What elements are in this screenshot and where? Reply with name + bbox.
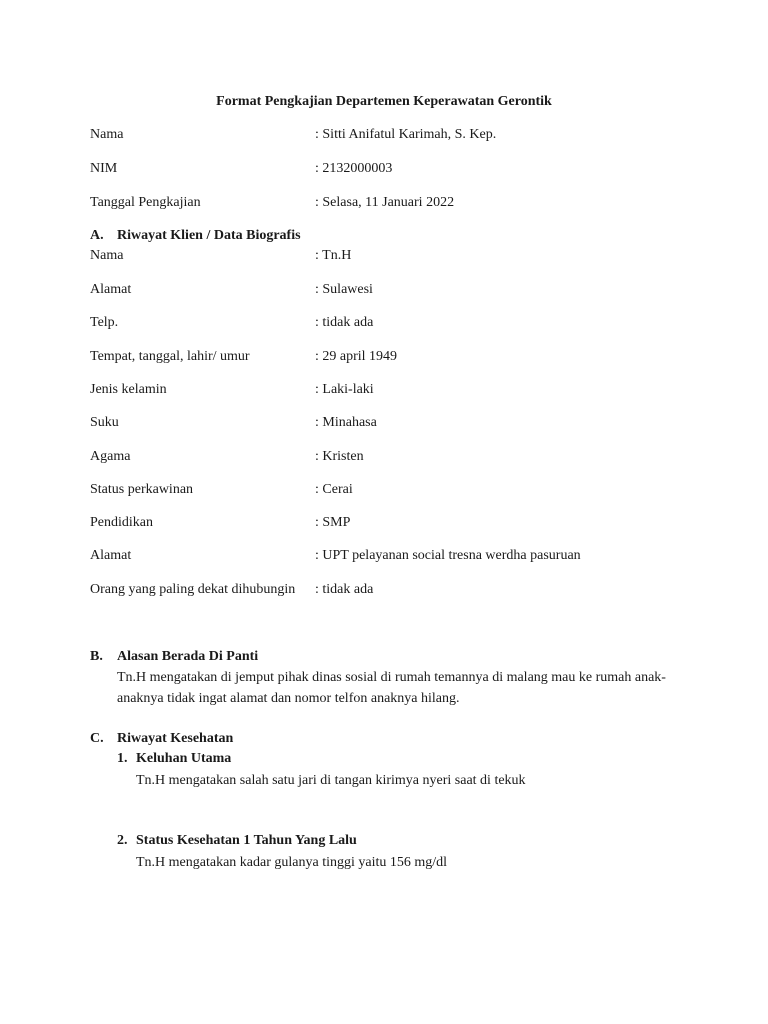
- section-marker: A.: [90, 228, 104, 243]
- field-value: : Minahasa: [315, 413, 377, 433]
- field-label: Agama: [90, 449, 131, 464]
- section-b-text: Tn.H mengatakan di jemput pihak dinas sosial di rumah temannya di malang mau ke rumah anak-anaknya tidak ingat alamat dan nomor telfon anaknya hilang.: [117, 670, 666, 706]
- subsection-title: Keluhan Utama: [136, 751, 232, 766]
- field-label: Status perkawinan: [90, 482, 194, 497]
- field-label: Telp.: [90, 315, 119, 330]
- field-value: : Sulawesi: [315, 280, 373, 300]
- subsection-status-kesehatan: [117, 831, 357, 851]
- subsection-keluhan-utama: [117, 749, 231, 769]
- section-c-heading: [90, 729, 233, 749]
- field-value: : Sitti Anifatul Karimah, S. Kep.: [315, 125, 496, 145]
- section-title: Riwayat Kesehatan: [117, 731, 234, 746]
- field-value: : UPT pelayanan social tresna werdha pasuruan: [315, 546, 581, 566]
- field-label: Tempat, tanggal, lahir/ umur: [90, 349, 250, 364]
- field-value: : Selasa, 11 Januari 2022: [315, 193, 454, 213]
- field-label: Alamat: [90, 548, 132, 563]
- subsection-marker: 2.: [117, 833, 128, 848]
- document-title: Format Pengkajian Departemen Keperawatan Gerontik: [216, 94, 552, 109]
- field-label: NIM: [90, 161, 118, 176]
- field-label: Tanggal Pengkajian: [90, 195, 201, 210]
- field-value: : Tn.H: [315, 246, 351, 266]
- field-value: : tidak ada: [315, 580, 373, 600]
- subsection-title: Status Kesehatan 1 Tahun Yang Lalu: [136, 833, 357, 848]
- subsection-marker: 1.: [117, 751, 128, 766]
- status-kesehatan-text: Tn.H mengatakan kadar gulanya tinggi yaitu 156 mg/dl: [136, 855, 448, 870]
- section-marker: C.: [90, 731, 104, 746]
- field-label: Suku: [90, 415, 119, 430]
- field-value: : 2132000003: [315, 159, 392, 179]
- section-b-heading: [90, 647, 258, 667]
- keluhan-utama-text: Tn.H mengatakan salah satu jari di tangan kirimya nyeri saat di tekuk: [136, 773, 526, 788]
- field-label: Jenis kelamin: [90, 382, 167, 397]
- field-label: Pendidikan: [90, 515, 153, 530]
- field-label: Orang yang paling dekat dihubungin: [90, 582, 296, 597]
- section-marker: B.: [90, 649, 103, 664]
- field-label: Alamat: [90, 282, 132, 297]
- field-value: : Kristen: [315, 447, 364, 467]
- field-value: : tidak ada: [315, 313, 373, 333]
- field-value: : Laki-laki: [315, 380, 374, 400]
- field-value: : Cerai: [315, 480, 353, 500]
- section-a-heading: [90, 226, 301, 246]
- field-label: Nama: [90, 248, 124, 263]
- field-value: : 29 april 1949: [315, 347, 397, 367]
- field-value: : SMP: [315, 513, 350, 533]
- section-title: Riwayat Klien / Data Biografis: [117, 228, 301, 243]
- section-title: Alasan Berada Di Panti: [117, 649, 259, 664]
- field-label: Nama: [90, 127, 124, 142]
